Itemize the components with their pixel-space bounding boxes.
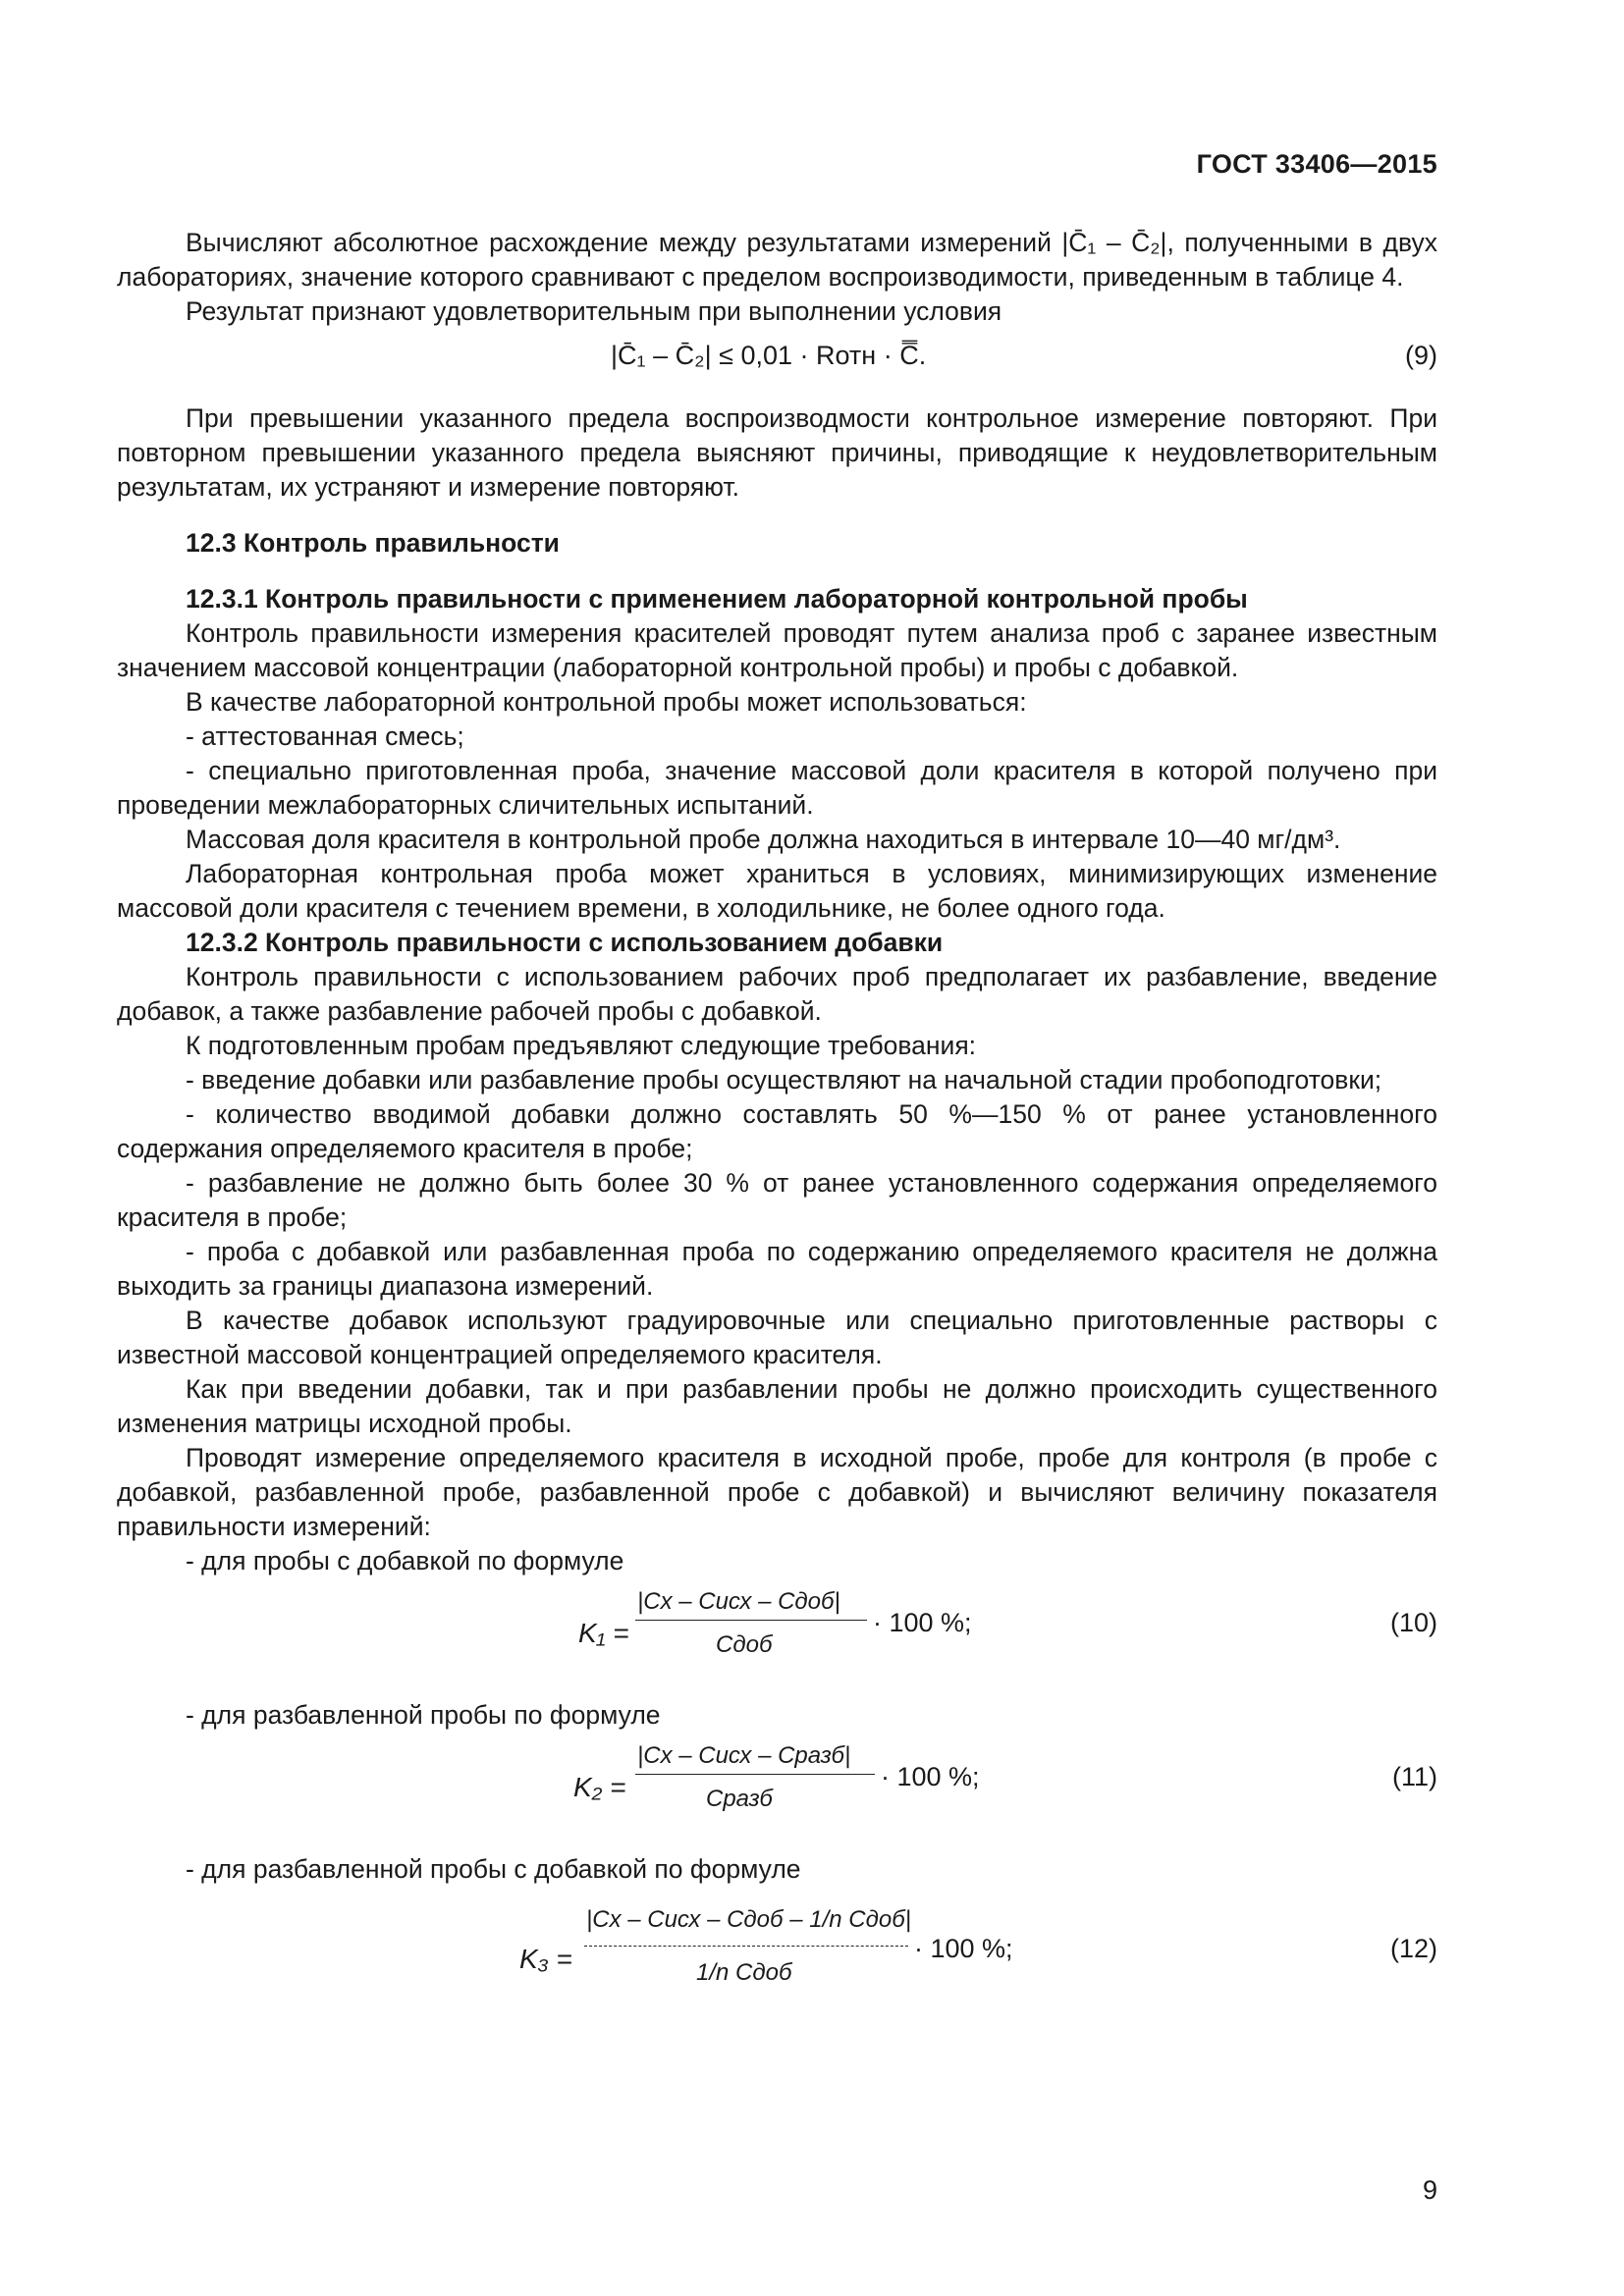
paragraph: Массовая доля красителя в контрольной пробе должна находиться в интервале 10—40 мг/дм³.: [186, 825, 1341, 854]
formula-numerator: |Cх – Cисх – Cдоб – 1/n Cдоб|: [586, 1906, 911, 1933]
formula-12: [117, 1887, 1437, 2014]
formula-denominator: Cразб: [706, 1786, 773, 1812]
formula-numerator: |Cх – Cисх – Cразб|: [637, 1742, 851, 1769]
formula-number: (9): [1405, 341, 1437, 370]
subsection-heading: 12.3.2 Контроль правильности с использованием добавки: [186, 928, 944, 957]
formula-lhs: K₁ =: [578, 1618, 629, 1648]
paragraph: Результат признают удовлетворительным при выполнении условия: [186, 296, 1002, 326]
list-item: - количество вводимой добавки должно составлять 50 %—150 % от ранее установленного содержания определяемого красителя в пробе;: [117, 1099, 1437, 1163]
paragraph: Лабораторная контрольная проба может храниться в условиях, минимизирующих изменение массовой доли красителя с течением времени, в холодильнике, не более одного года.: [117, 859, 1437, 923]
formula-numerator: |Cх – Cисх – Cдоб|: [637, 1588, 840, 1615]
formula-tail: · 100 %;: [873, 1608, 972, 1637]
formula-10: [117, 1578, 1437, 1686]
subsection-heading: 12.3.1 Контроль правильности с применением лабораторной контрольной пробы: [186, 584, 1248, 614]
formula-denominator: 1/n Cдоб: [696, 1959, 792, 1986]
fraction-line: [584, 1946, 908, 1947]
fraction-line: [635, 1620, 867, 1621]
document-body: [117, 226, 1437, 2014]
paragraph: К подготовленным пробам предъявляют следующие требования:: [186, 1031, 977, 1060]
paragraph: В качестве добавок используют градуировочные или специально приготовленные растворы с известной массовой концентрацией определяемого красителя.: [117, 1306, 1437, 1369]
formula-lhs: K₃ =: [519, 1944, 572, 1974]
paragraph: Проводят измерение определяемого красителя в исходной пробе, пробе для контроля (в пробе с добавкой, разбавленной пробе, разбавленной пробе с добавкой) и вычисляют величину показателя правильности измерений:: [117, 1443, 1437, 1541]
list-item: - разбавление не должно быть более 30 % от ранее установленного содержания определяемого красителя в пробе;: [117, 1168, 1437, 1232]
formula-number: (10): [1389, 1608, 1437, 1637]
list-item: - проба с добавкой или разбавленная проба по содержанию определяемого красителя не должна выходить за границы диапазона измерений.: [117, 1237, 1437, 1301]
paragraph: - для разбавленной пробы с добавкой по формуле: [186, 1854, 801, 1884]
formula-tail: · 100 %;: [881, 1762, 980, 1791]
fraction-line: [635, 1774, 875, 1775]
list-item: - специально приготовленная проба, значение массовой доли красителя в которой получено при проведении межлабораторных сличительных испытаний.: [117, 756, 1437, 820]
paragraph: Вычисляют абсолютное расхождение между результатами измерений |C̄₁ – C̄₂|, полученными в двух лабораториях, значение которого сравнивают с пределом воспроизводимости, приведенным в таблице 4.: [117, 228, 1437, 292]
formula-9-expression: |C̄₁ – C̄₂| ≤ 0,01 · Rотн · C̿.: [611, 341, 927, 370]
paragraph: Как при введении добавки, так и при разбавлении пробы не должно происходить существенного изменения матрицы исходной пробы.: [117, 1374, 1437, 1438]
formula-number: (12): [1389, 1934, 1437, 1963]
formula-11: [117, 1733, 1437, 1841]
paragraph: При превышении указанного предела воспроизводмости контрольное измерение повторяют. При повторном превышении указанного предела выясняют причины, приводящие к неудовлетворительным результатам, их устраняют и измерение повторяют.: [117, 403, 1437, 502]
formula-denominator: Cдоб: [716, 1631, 773, 1658]
paragraph: - для пробы с добавкой по формуле: [186, 1546, 624, 1575]
list-item: - аттестованная смесь;: [186, 721, 464, 751]
paragraph: В качестве лабораторной контрольной пробы может использоваться:: [186, 687, 1027, 717]
formula-lhs: K₂ =: [573, 1772, 626, 1802]
list-item: - введение добавки или разбавление пробы осуществляют на начальной стадии пробоподготовки;: [186, 1065, 1382, 1095]
paragraph: Контроль правильности измерения красителей проводят путем анализа проб с заранее известным значением массовой концентрации (лабораторной контрольной пробы) и пробы с добавкой.: [117, 618, 1437, 682]
formula-number: (11): [1391, 1762, 1437, 1791]
page-number: 9: [1422, 2175, 1437, 2205]
paragraph: Контроль правильности с использованием рабочих проб предполагает их разбавление, введение добавок, а также разбавление рабочей пробы с добавкой.: [117, 962, 1437, 1026]
section-heading: 12.3 Контроль правильности: [186, 528, 560, 558]
formula-9: [117, 329, 1437, 390]
document-header: ГОСТ 33406—2015: [1196, 149, 1437, 179]
paragraph: - для разбавленной пробы по формуле: [186, 1700, 661, 1730]
formula-tail: · 100 %;: [914, 1934, 1013, 1963]
